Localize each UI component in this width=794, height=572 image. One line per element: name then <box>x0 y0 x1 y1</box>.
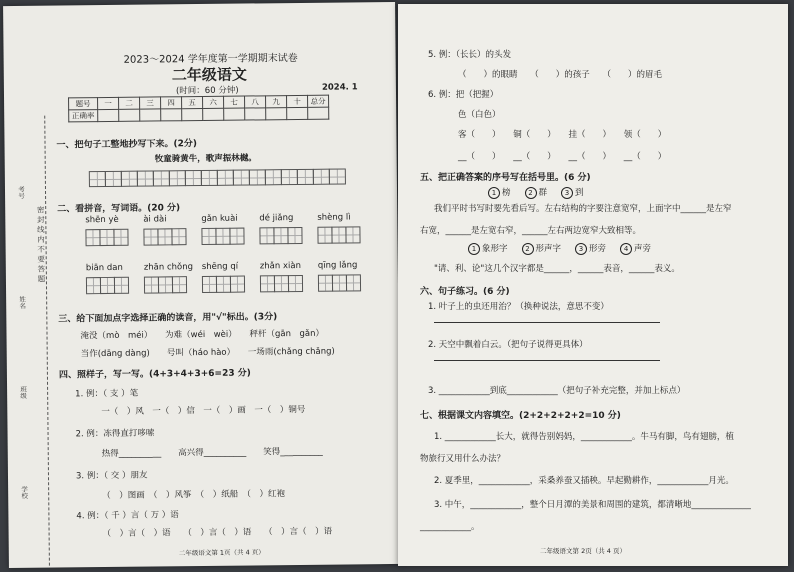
pinyin-writing-cell[interactable] <box>332 274 347 291</box>
score-header-cell: 四 <box>161 97 182 109</box>
pinyin-label: zhǎn xiàn <box>259 260 301 272</box>
pinyin-writing-cell[interactable] <box>273 227 288 244</box>
writing-cell[interactable] <box>89 171 106 187</box>
q3-title: 三、给下面加点字选择正确的读音，用"√"标出。(3分) <box>58 312 278 325</box>
score-cell[interactable] <box>224 108 245 120</box>
s5-paragraph-1: 我们平时书写时要先看后写。左右结构的字要注意宽窄，上面字中______是左窄 <box>434 204 732 214</box>
s5-paragraph-2: 右宽，______是左宽右窄，______左右两边宽窄大致相等。 <box>420 226 642 236</box>
pinyin-group <box>260 261 318 293</box>
q6-example-2: 色（白色） <box>458 110 501 120</box>
s7-line-5: ____________。 <box>420 522 480 532</box>
pinyin-writing-cell[interactable] <box>318 275 333 292</box>
score-header-cell: 七 <box>224 96 245 108</box>
option-number: 3 <box>561 187 573 199</box>
pinyin-group <box>201 213 259 245</box>
writing-cell[interactable] <box>169 170 186 186</box>
s7-title: 七、根据课文内容填空。(2+2+2+2+2=10 分) <box>420 411 621 421</box>
pinyin-writing-cell[interactable] <box>216 276 231 293</box>
pinyin-writing-cell[interactable] <box>113 229 128 246</box>
exam-main-title: 二年级语文 <box>171 65 247 85</box>
option-item <box>522 244 562 254</box>
pinyin-writing-cell[interactable] <box>288 275 303 292</box>
pinyin-label: qīng lǎng <box>317 260 358 271</box>
writing-cell[interactable] <box>185 170 202 186</box>
pinyin-group <box>85 215 143 247</box>
pinyin-writing-cell[interactable] <box>158 276 173 293</box>
pinyin-writing-cell[interactable] <box>202 276 217 293</box>
s6-title: 六、句子练习。(6 分) <box>420 287 510 297</box>
score-cell[interactable] <box>203 108 224 120</box>
pinyin-writing-cell[interactable] <box>100 277 115 294</box>
q4-line-3[interactable]: （ ）图画 （ ）风筝 （ ）纸船 （ ）红袍 <box>102 489 286 502</box>
score-header-cell: 二 <box>119 97 140 109</box>
option-item <box>488 188 511 198</box>
score-table <box>68 95 329 123</box>
q6-example: 6. 例：把（把握） <box>428 90 499 100</box>
option-text: 形旁 <box>589 244 607 254</box>
q6-line-2[interactable]: __（ ） __（ ） __（ ） __（ ） <box>458 152 667 162</box>
q4-example-1: 1. 例：（ 支 ）笔 <box>75 388 139 400</box>
writing-cell[interactable] <box>281 169 298 185</box>
score-cell[interactable] <box>308 107 329 119</box>
option-text: 象形字 <box>482 244 508 254</box>
right-footer: 二年级语文第 2页（共 4 页） <box>540 547 626 555</box>
q4-example-3: 3. 例：（ 交 ）朋友 <box>75 470 148 482</box>
pinyin-writing-cell[interactable] <box>345 226 360 243</box>
option-item <box>561 188 584 198</box>
margin-label-kaohao: 考号 <box>16 185 26 199</box>
option-text: 榜 <box>502 188 511 198</box>
score-header-cell: 六 <box>203 96 224 108</box>
s7-line-2: 物旅行又用什么办法？ <box>420 454 506 464</box>
q4-example-2: 2. 例：冻得直打哆嗦 <box>75 428 155 440</box>
pinyin-label: dé jiǎng <box>259 213 294 224</box>
pinyin-writing-cell[interactable] <box>86 277 101 294</box>
pinyin-group <box>86 263 144 295</box>
pinyin-label: zhān chǒng <box>143 262 194 273</box>
s5-options <box>488 186 598 199</box>
option-item <box>468 244 508 254</box>
pinyin-writing-cell[interactable] <box>144 276 159 293</box>
pinyin-row-2 <box>86 260 386 294</box>
pinyin-writing-cell[interactable] <box>317 227 332 244</box>
score-header-cell: 题号 <box>69 98 98 110</box>
writing-cell[interactable] <box>249 169 266 185</box>
pinyin-group <box>259 213 317 245</box>
pinyin-writing-cell[interactable] <box>201 228 216 245</box>
pinyin-writing-cell[interactable] <box>229 228 244 245</box>
s6-sentence-1: 1. 叶子上的虫还用治？（换种说法，意思不变） <box>428 302 609 312</box>
s6-answer-line-2[interactable] <box>434 360 660 361</box>
q3-line-1: 淹没（mò méi） 为难（wéi wèi） 秤杆（gān gǎn） <box>80 328 325 342</box>
score-cell[interactable] <box>119 109 140 121</box>
s5-options-2 <box>468 242 665 255</box>
option-item <box>620 244 651 254</box>
pinyin-label: ài dài <box>143 214 167 225</box>
q4-title: 四、照样子，写一写。(4+3+4+3+6=23 分) <box>58 368 251 381</box>
q4-line-4[interactable]: （ ）言（ ）语 （ ）言（ ）语 （ ）言（ ）语 <box>102 526 333 540</box>
score-cell[interactable] <box>266 108 287 120</box>
q3-line-2: 当作(dāng dàng) 号叫（háo hào） 一场雨(chǎng chǎng) <box>80 346 335 360</box>
left-page <box>3 2 401 568</box>
pinyin-label: biān dan <box>85 262 123 274</box>
score-cell[interactable] <box>182 108 203 120</box>
score-cell[interactable] <box>161 109 182 121</box>
option-number: 2 <box>525 187 537 199</box>
s7-line-3: 2. 夏季里，____________，采桑养蚕又插秧。早起勤耕作，____________月光。 <box>434 476 734 486</box>
writing-cell[interactable] <box>233 169 250 185</box>
q1-title: 一、把句子工整地抄写下来。(2分) <box>56 139 198 151</box>
pinyin-writing-cell[interactable] <box>274 275 289 292</box>
exam-date: 2024. 1 <box>321 82 358 93</box>
option-item <box>575 244 606 254</box>
score-cell[interactable] <box>140 109 161 121</box>
score-header-cell: 九 <box>266 96 287 108</box>
score-row-label: 正确率 <box>69 110 98 122</box>
left-footer: 二年级语文第 1页（共 4 页） <box>178 548 265 558</box>
margin-label-name: 姓名 <box>18 295 27 309</box>
option-number: 3 <box>575 243 587 255</box>
margin-label-school: 学校 <box>20 485 29 499</box>
pinyin-writing-cell[interactable] <box>114 277 129 294</box>
pinyin-writing-cell[interactable] <box>99 229 114 246</box>
pinyin-group <box>144 262 202 294</box>
writing-cell[interactable] <box>153 170 170 186</box>
pinyin-writing-cell[interactable] <box>157 228 172 245</box>
pinyin-writing-cell[interactable] <box>331 226 346 243</box>
writing-cell[interactable] <box>217 170 234 186</box>
pinyin-group <box>318 260 376 292</box>
q4-line-2[interactable]: 热得__________ 高兴得__________ 笑得__________ <box>101 446 323 460</box>
q2-title: 二、看拼音，写词语。(20 分) <box>57 203 181 215</box>
option-number: 1 <box>468 243 480 255</box>
q5-line[interactable]: （ ）的眼睛 （ ）的孩子 （ ）的眉毛 <box>458 70 663 80</box>
pinyin-writing-cell[interactable] <box>230 276 245 293</box>
right-page <box>398 4 788 566</box>
s7-line-1: 1. ____________长大，就得告别妈妈，____________。牛马有脚，鸟有翅膀，植 <box>434 432 734 442</box>
margin-seal-text: 密 封 线 内 不 要 答 题 <box>36 205 46 283</box>
pinyin-group <box>317 212 375 244</box>
pinyin-writing-cell[interactable] <box>259 227 274 244</box>
pinyin-writing-cell[interactable] <box>287 227 302 244</box>
option-item <box>525 188 548 198</box>
writing-cell[interactable] <box>313 169 330 185</box>
writing-cell[interactable] <box>105 171 122 187</box>
option-text: 到 <box>575 188 584 198</box>
q1-sentence: 牧童骑黄牛，歌声振林樾。 <box>154 153 257 165</box>
option-number: 2 <box>522 243 534 255</box>
option-text: 群 <box>538 188 548 198</box>
s6-sentence-2: 2. 天空中飘着白云。（把句子说得更具体） <box>428 340 588 350</box>
q5-example: 5. 例：（长长）的头发 <box>428 50 512 60</box>
score-header-cell: 总分 <box>308 95 329 107</box>
option-text: 形声字 <box>535 244 562 254</box>
writing-cell[interactable] <box>297 169 314 185</box>
pinyin-writing-cell[interactable] <box>215 228 230 245</box>
score-cell[interactable] <box>98 109 119 121</box>
writing-cell[interactable] <box>121 171 138 187</box>
writing-cell[interactable] <box>201 170 218 186</box>
pinyin-writing-cell[interactable] <box>172 276 187 293</box>
exam-time: (时间：60 分钟) <box>175 85 239 97</box>
score-cell[interactable] <box>245 108 266 120</box>
option-number: 4 <box>620 243 632 255</box>
margin-label-class: 班级 <box>19 385 28 399</box>
pinyin-label: shèng lì <box>317 212 351 223</box>
writing-cell[interactable] <box>329 168 346 184</box>
s5-paragraph-3: "请、利、论"这几个汉字都是______，______表音，______表义。 <box>434 264 680 274</box>
pinyin-writing-cell[interactable] <box>260 275 275 292</box>
score-header-cell: 十 <box>287 95 308 107</box>
pinyin-group <box>143 214 201 246</box>
pinyin-writing-cell[interactable] <box>171 228 186 245</box>
pinyin-row-1 <box>85 212 385 246</box>
score-header-cell: 五 <box>182 96 203 108</box>
score-header-cell: 一 <box>98 97 119 109</box>
s6-answer-line-1[interactable] <box>434 322 660 323</box>
option-text: 声旁 <box>634 244 652 254</box>
pinyin-writing-cell[interactable] <box>346 274 361 291</box>
q4-example-4: 4. 例：（ 千 ）言（ 万 ）语 <box>76 510 179 522</box>
writing-cell[interactable] <box>265 169 282 185</box>
writing-cell[interactable] <box>137 170 154 186</box>
pinyin-writing-cell[interactable] <box>143 228 158 245</box>
pinyin-label: shēng qí <box>201 261 239 273</box>
s6-sentence-3: 3. ____________到底____________（把句子补充完整，并加上标点） <box>428 386 686 396</box>
pinyin-label: gǎn kuài <box>201 213 238 225</box>
pinyin-writing-cell[interactable] <box>85 229 100 246</box>
s5-title: 五、把正确答案的序号写在括号里。(6 分) <box>420 173 591 183</box>
option-number: 1 <box>488 187 500 199</box>
pinyin-group <box>202 261 260 293</box>
q6-line-1[interactable]: 客（ ） 铜（ ） 挂（ ） 领（ ） <box>458 130 667 140</box>
score-header-cell: 三 <box>140 97 161 109</box>
score-cell[interactable] <box>287 107 308 119</box>
s7-line-4: 3. 中午，____________，整个日月潭的美景和周围的建筑，都清晰地______________ <box>434 500 751 510</box>
pinyin-label: shēn yè <box>85 214 119 226</box>
exam-year-title: 2023～2024 学年度第一学期期末试卷 <box>123 52 298 66</box>
copy-grid[interactable] <box>89 168 345 187</box>
q4-line-1[interactable]: 一（ ）风 一（ ）信 一（ ）画 一（ ）铜号 <box>101 404 306 418</box>
score-header-cell: 八 <box>245 96 266 108</box>
